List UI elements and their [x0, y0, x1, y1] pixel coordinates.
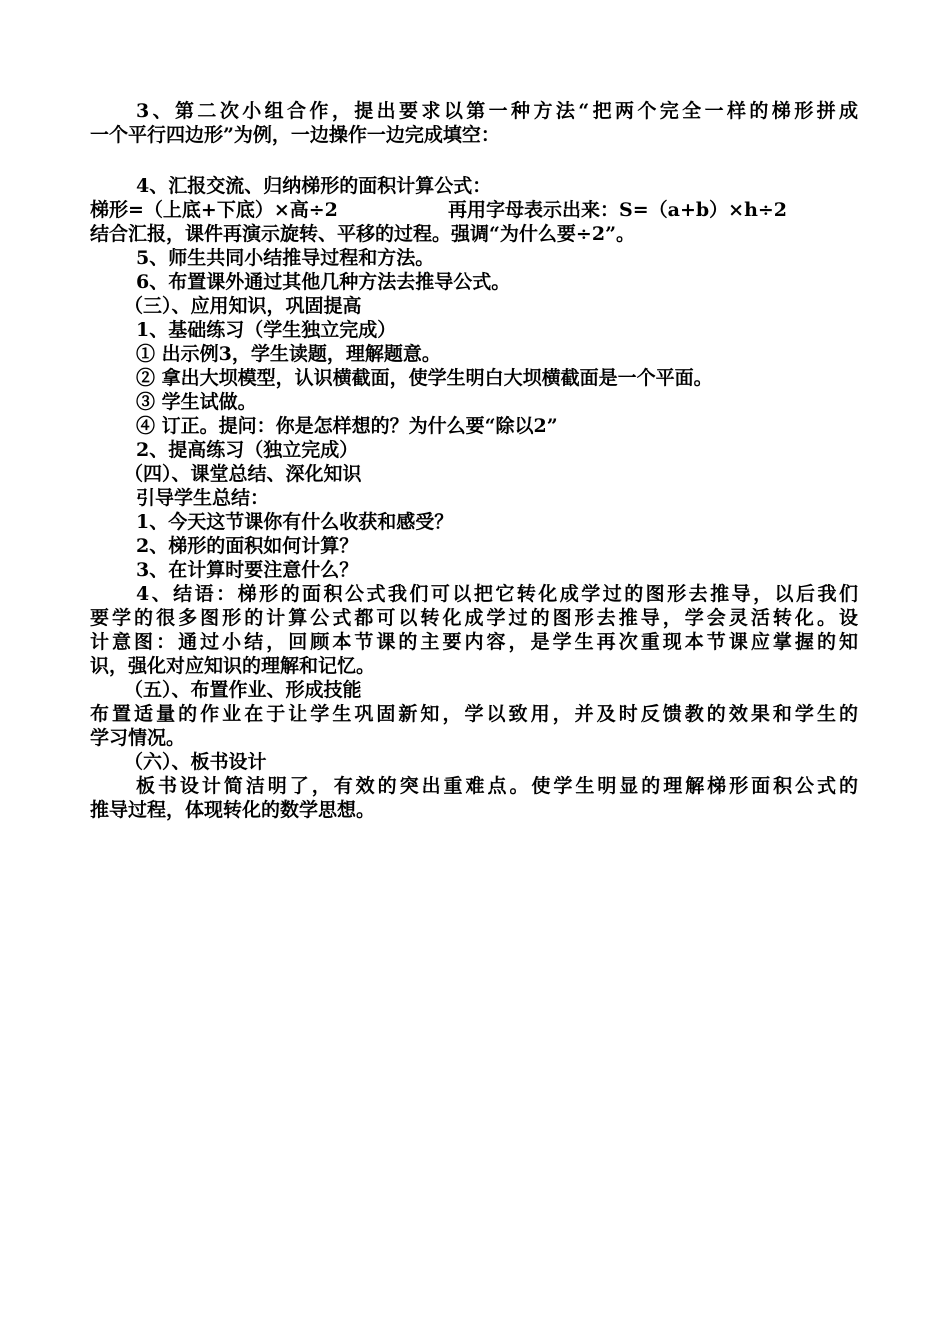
- paragraph-line: 推导过程，体现转化的数学思想。: [90, 799, 376, 821]
- paragraph-line: 6、布置课外通过其他几种方法去推导公式。: [136, 271, 511, 293]
- section-heading: （六）、板书设计: [124, 751, 267, 773]
- list-item: ② 拿出大坝模型，认识横截面，使学生明白大坝横截面是一个平面。: [136, 367, 713, 389]
- paragraph-line: 布置适量的作业在于让学生巩固新知，学以致用，并及时反馈教的效果和学生的: [90, 703, 858, 725]
- section-heading: （三）、应用知识，巩固提高: [124, 295, 362, 317]
- list-item: ① 出示例3，学生读题，理解题意。: [136, 343, 441, 365]
- paragraph-line: 一个平行四边形”为例，一边操作一边完成填空：: [90, 124, 500, 146]
- section-heading: （四）、课堂总结、深化知识: [124, 463, 362, 485]
- paragraph-line: 1、基础练习（学生独立完成）: [136, 319, 397, 341]
- list-item: ③ 学生试做。: [136, 391, 257, 413]
- paragraph-line: 2、提高练习（独立完成）: [136, 439, 359, 461]
- paragraph-line: 结合汇报，课件再演示旋转、平移的过程。强调“为什么要÷2”。: [90, 223, 635, 245]
- paragraph-line: 识，强化对应知识的理解和记忆。: [90, 655, 376, 677]
- paragraph-line: 要学的很多图形的计算公式都可以转化成学过的图形去推导，学会灵活转化。设: [90, 607, 858, 629]
- paragraph-line: 4、汇报交流、归纳梯形的面积计算公式：: [136, 175, 492, 197]
- paragraph-line: 计意图：通过小结，回顾本节课的主要内容，是学生再次重现本节课应掌握的知: [90, 631, 858, 653]
- paragraph-line: 5、师生共同小结推导过程和方法。: [136, 247, 435, 269]
- section-heading: （五）、布置作业、形成技能: [124, 679, 362, 701]
- paragraph-line: 2、梯形的面积如何计算？: [136, 535, 359, 557]
- paragraph-line: 3、在计算时要注意什么？: [136, 559, 359, 581]
- formula-text: 梯形=（上底+下底）×高÷2: [90, 199, 338, 221]
- paragraph-line: 4、结语：梯形的面积公式我们可以把它转化成学过的图形去推导，以后我们: [136, 583, 858, 605]
- list-item: ④ 订正。提问：你是怎样想的？为什么要“除以2”: [136, 415, 558, 437]
- paragraph-line: 1、今天这节课你有什么收获和感受？: [136, 511, 454, 533]
- paragraph-line: 3、第二次小组合作，提出要求以第一种方法“把两个完全一样的梯形拼成: [136, 100, 858, 122]
- paragraph-line: 引导学生总结：: [136, 487, 270, 509]
- paragraph-line: 学习情况。: [90, 727, 186, 749]
- formula-letters: 再用字母表示出来：S=（a+b）×h÷2: [448, 199, 788, 221]
- paragraph-line: 板书设计简洁明了，有效的突出重难点。使学生明显的理解梯形面积公式的: [136, 775, 858, 797]
